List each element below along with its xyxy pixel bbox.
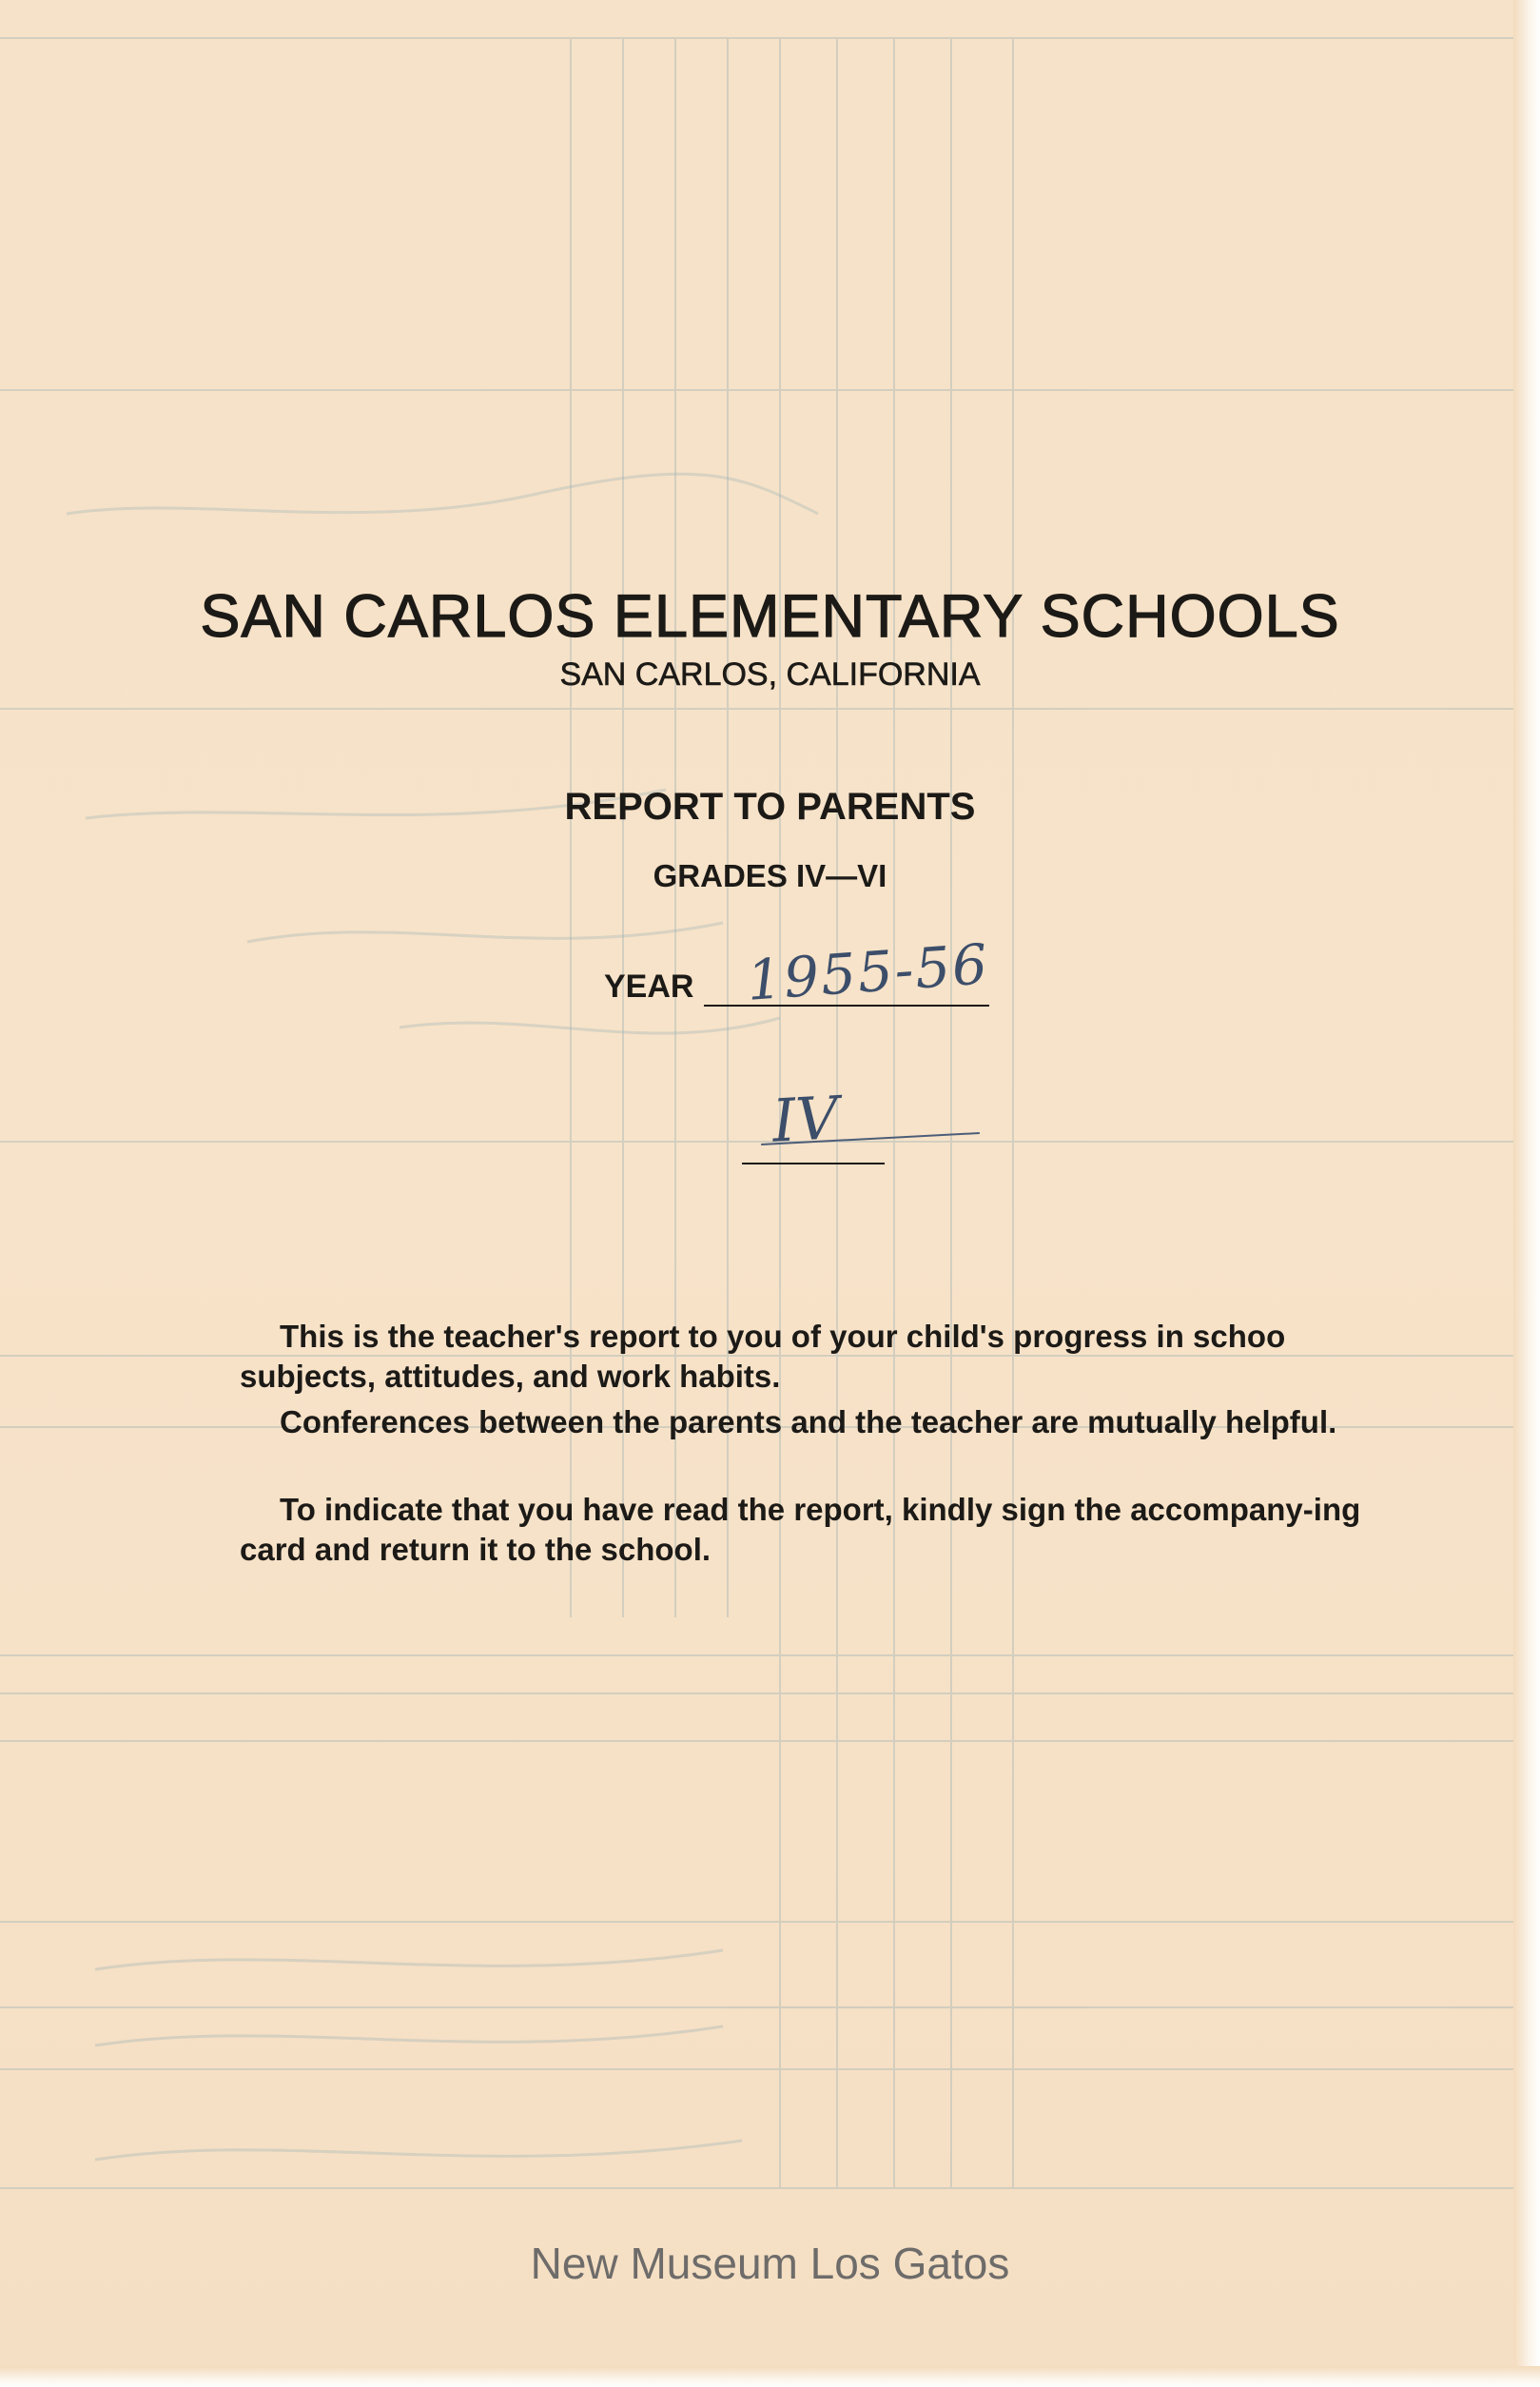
school-location: SAN CARLOS, CALIFORNIA [559,656,981,693]
page-edge-bottom [0,2366,1540,2387]
year-field [604,931,1042,1018]
museum-watermark: New Museum Los Gatos [530,2239,1010,2288]
year-label: YEAR [604,968,694,1005]
grade-underline [742,1163,885,1164]
paragraph-conferences: Conferences between the parents and the teacher are mutually helpful. [280,1404,1337,1439]
paragraph-progress: This is the teacher's report to you of your child's progress in schoo subjects, attitudes, and work habits. [240,1319,1286,1394]
grades-label: GRADES IV—VI [653,858,887,893]
school-name: SAN CARLOS ELEMENTARY SCHOOLS [200,583,1340,650]
report-title: REPORT TO PARENTS [564,786,976,828]
page-edge-right [1513,0,1540,2387]
paragraph-signature-request: To indicate that you have read the report, kindly sign the accompany-ing card and return it to the school. [240,1492,1361,1567]
year-handwritten-value: 1955-56 [744,931,992,1013]
grade-handwritten-mark: IV [770,1083,841,1156]
